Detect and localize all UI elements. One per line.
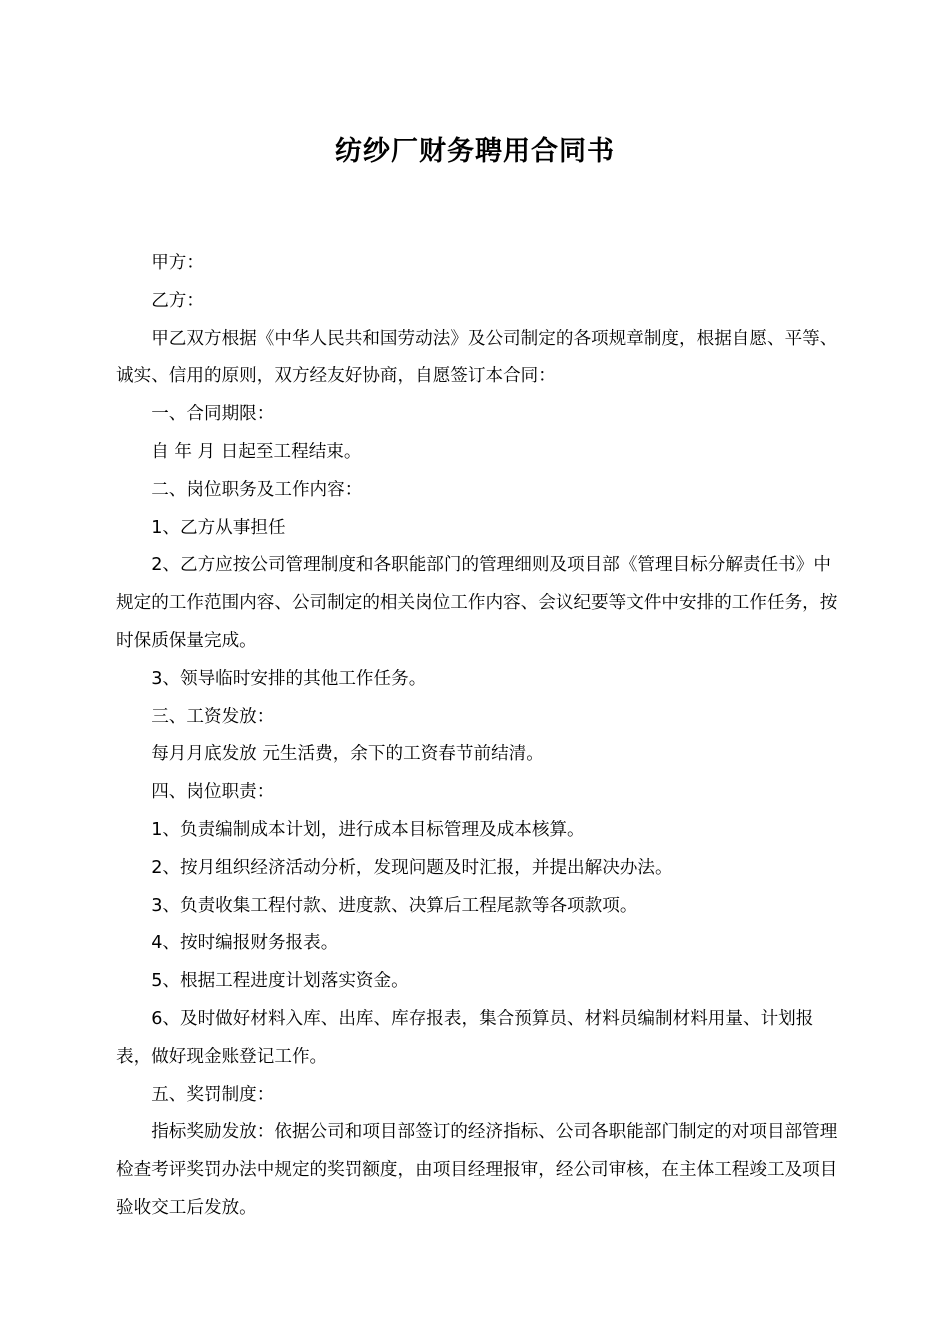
responsibility-item: 1、负责编制成本计划，进行成本目标管理及成本核算。	[151, 819, 585, 840]
salary-paragraph: 每月月底发放 元生活费，余下的工资春节前结清。	[151, 744, 544, 765]
section-heading-responsibilities: 四、岗位职责：	[151, 782, 275, 803]
duties-item: 1、乙方从事担任	[151, 517, 286, 538]
party-b-line: 乙方：	[151, 290, 204, 311]
preamble-paragraph: 甲乙双方根据《中华人民共和国劳动法》及公司制定的各项规章制度，根据自愿、平等、诚实、信用的原则，双方经友好协商，自愿签订本合同：	[116, 328, 838, 387]
document-title: 纺纱厂财务聘用合同书	[335, 136, 615, 167]
duties-item: 2、乙方应按公司管理制度和各职能部门的管理细则及项目部《管理目标分解责任书》中规定的工作范围内容、公司制定的相关岗位工作内容、会议纪要等文件中安排的工作任务，按时保质保量完成。	[116, 555, 838, 651]
responsibility-item: 5、根据工程进度计划落实资金。	[151, 971, 409, 992]
responsibility-item: 2、按月组织经济活动分析，发现问题及时汇报，并提出解决办法。	[151, 857, 673, 878]
rewards-paragraph: 指标奖励发放：依据公司和项目部签订的经济指标、公司各职能部门制定的对项目部管理检查考评奖罚办法中规定的奖罚额度，由项目经理报审，经公司审核，在主体工程竣工及项目验收交工后发放。	[116, 1122, 838, 1218]
section-heading-duties: 二、岗位职务及工作内容：	[151, 479, 363, 500]
responsibility-item: 6、及时做好材料入库、出库、库存报表，集合预算员、材料员编制材料用量、计划报表，做好现金账登记工作。	[116, 1008, 814, 1067]
responsibility-item: 4、按时编报财务报表。	[151, 933, 339, 954]
party-a-line: 甲方：	[151, 253, 204, 273]
duties-item: 3、领导临时安排的其他工作任务。	[151, 668, 427, 689]
section-heading-rewards: 五、奖罚制度：	[151, 1084, 275, 1105]
section-heading-salary: 三、工资发放：	[151, 706, 275, 727]
section-heading-term: 一、合同期限：	[151, 404, 275, 425]
responsibility-item: 3、负责收集工程付款、进度款、决算后工程尾款等各项款项。	[151, 895, 638, 916]
term-paragraph: 自 年 月 日起至工程结束。	[151, 441, 362, 462]
document-body	[116, 245, 838, 1228]
